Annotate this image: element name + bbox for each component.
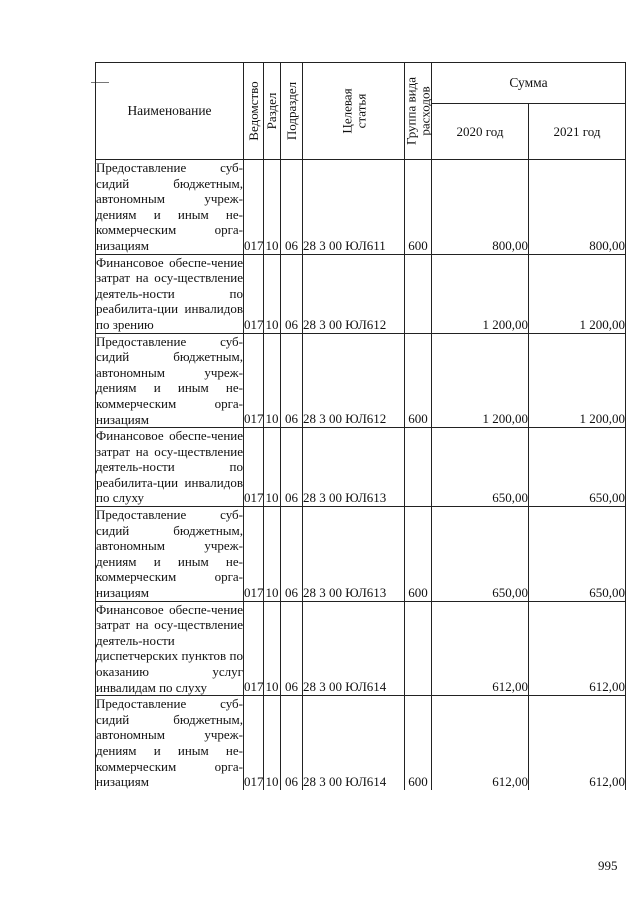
row-podrazdel: 06 [281,160,303,255]
row-razdel: 10 [264,160,281,255]
row-name: Предоставление суб-сидий бюджетным, автономным учреж-дениям и иным не-коммерческим орга-низациям [96,333,243,427]
header-gruppa-vida-rashodov: Группа вида расходов [405,63,432,160]
row-sum-2021: 650,00 [529,428,626,507]
row-vedomstvo: 017 [244,601,264,696]
header-podrazdel: Подраздел [281,63,303,160]
table-row [96,428,626,507]
row-vedomstvo: 017 [244,696,264,790]
row-name: Предоставление суб-сидий бюджетным, автономным учреж-дениям и иным не-коммерческим орга-низациям [96,507,243,601]
row-gruppa [405,254,432,333]
table-row [96,507,626,602]
table-body [96,160,626,790]
row-podrazdel: 06 [281,601,303,696]
row-sum-2020: 612,00 [432,696,529,790]
row-razdel: 10 [264,601,281,696]
header-celevaya-statya: Целевая статья [303,63,405,160]
row-name: Финансовое обеспе-чение затрат на осу-ществление деятель-ности по реабилита-ции инвалидов по зрению [96,254,243,332]
row-vedomstvo: 017 [244,428,264,507]
header-year-2021: 2021 год [529,104,626,160]
header-name: Наименование [96,63,244,160]
row-sum-2021: 650,00 [529,507,626,602]
row-sum-2021: 612,00 [529,696,626,790]
row-razdel: 10 [264,333,281,428]
table-row [96,254,626,333]
row-name: Финансовое обеспе-чение затрат на осу-ществление деятель-ности диспетчерских пунктов по оказанию услуг инвалидам по слуху [96,601,243,695]
row-gruppa: 600 [405,160,432,255]
row-razdel: 10 [264,254,281,333]
row-name: Финансовое обеспе-чение затрат на осу-ществление деятель-ности по реабилита-ции инвалидов по слуху [96,428,243,506]
header-year-2020: 2020 год [432,104,529,160]
row-podrazdel: 06 [281,333,303,428]
table-row [96,601,626,696]
row-celevaya-statya: 28 3 00 ЮЛ613 [303,428,405,507]
row-gruppa: 600 [405,507,432,602]
row-sum-2020: 1 200,00 [432,333,529,428]
row-sum-2020: 650,00 [432,428,529,507]
row-sum-2021: 1 200,00 [529,333,626,428]
header-razdel: Раздел [264,63,281,160]
row-podrazdel: 06 [281,428,303,507]
row-sum-2020: 612,00 [432,601,529,696]
row-sum-2021: 1 200,00 [529,254,626,333]
table-row [96,333,626,428]
row-vedomstvo: 017 [244,333,264,428]
row-celevaya-statya: 28 3 00 ЮЛ614 [303,696,405,790]
table-row [96,160,626,255]
row-sum-2021: 612,00 [529,601,626,696]
row-razdel: 10 [264,507,281,602]
row-sum-2020: 800,00 [432,160,529,255]
row-podrazdel: 06 [281,507,303,602]
table-header [96,63,626,160]
row-sum-2021: 800,00 [529,160,626,255]
row-razdel: 10 [264,428,281,507]
row-vedomstvo: 017 [244,254,264,333]
row-celevaya-statya: 28 3 00 ЮЛ612 [303,333,405,428]
row-gruppa [405,601,432,696]
row-razdel: 10 [264,696,281,790]
row-celevaya-statya: 28 3 00 ЮЛ612 [303,254,405,333]
row-gruppa: 600 [405,333,432,428]
row-vedomstvo: 017 [244,160,264,255]
row-sum-2020: 1 200,00 [432,254,529,333]
row-name: Предоставление суб-сидий бюджетным, автономным учреж-дениям и иным не-коммерческим орга-низациям [96,160,243,253]
row-podrazdel: 06 [281,696,303,790]
row-celevaya-statya: 28 3 00 ЮЛ614 [303,601,405,696]
row-celevaya-statya: 28 3 00 ЮЛ611 [303,160,405,255]
row-celevaya-statya: 28 3 00 ЮЛ613 [303,507,405,602]
row-podrazdel: 06 [281,254,303,333]
row-name: Предоставление суб-сидий бюджетным, автономным учреж-дениям и иным не-коммерческим орга-низациям [96,696,243,790]
header-vedomstvo: Ведомство [244,63,264,160]
row-gruppa: 600 [405,696,432,790]
table-row [96,696,626,790]
page-number: 995 [598,858,618,873]
row-vedomstvo: 017 [244,507,264,602]
row-gruppa [405,428,432,507]
budget-table [95,62,626,790]
header-summa: Сумма [432,63,626,104]
row-sum-2020: 650,00 [432,507,529,602]
